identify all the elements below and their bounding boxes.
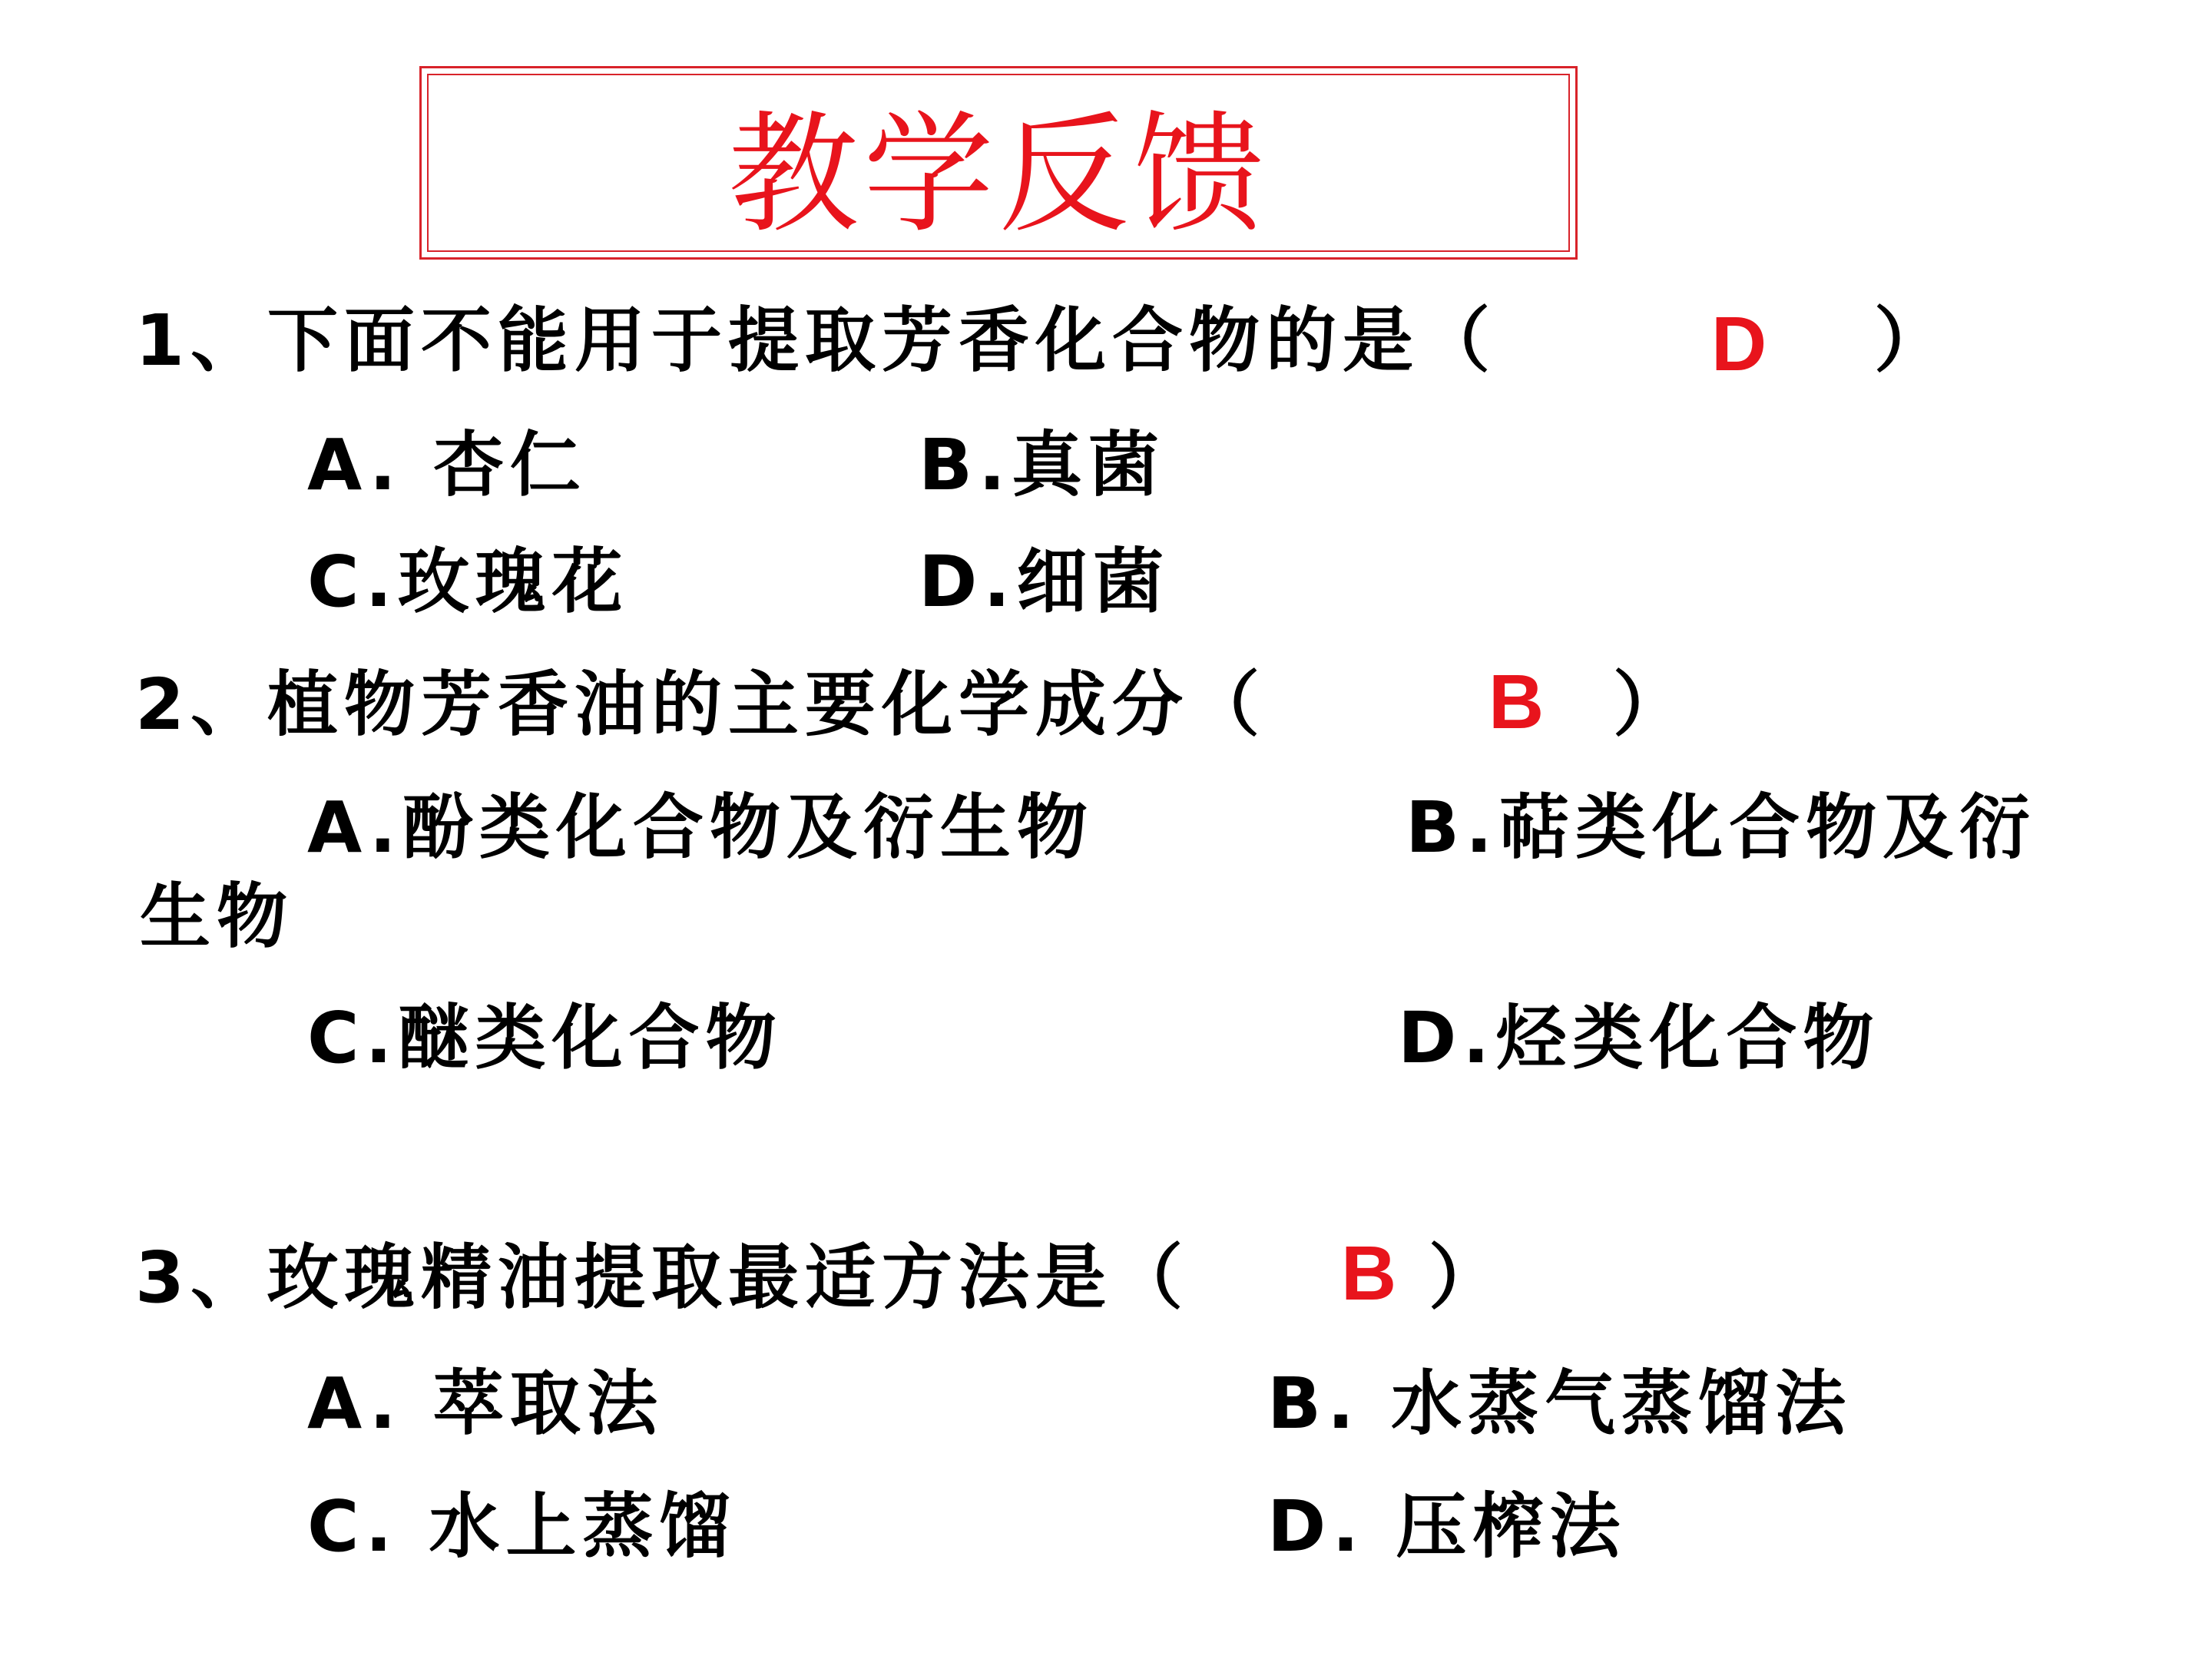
- question-1-close: ）: [1874, 300, 1952, 382]
- question-3-option-c: C. 水上蒸馏: [307, 1485, 737, 1568]
- question-1-option-a: A. 杏仁: [307, 424, 587, 506]
- question-2-close: ）: [1613, 664, 1690, 746]
- question-1-answer: D: [1711, 301, 1767, 387]
- question-2-option-b-continued: 生物: [140, 876, 294, 958]
- question-2-option-d: D.烃类化合物: [1398, 997, 1880, 1079]
- question-1-option-b: B.真菌: [919, 424, 1166, 506]
- question-2-option-b: B.萜类化合物及衍: [1406, 786, 2037, 869]
- question-3-option-a: A. 萃取法: [307, 1363, 664, 1445]
- page-title: 教学反馈: [727, 98, 1269, 251]
- question-3-option-d: D. 压榨法: [1267, 1485, 1627, 1568]
- question-3-stem: 3、玫瑰精油提取最适方法是（: [135, 1237, 1190, 1319]
- question-3-close: ）: [1429, 1237, 1506, 1319]
- question-2-answer: B: [1488, 659, 1545, 745]
- question-3-option-b: B. 水蒸气蒸馏法: [1267, 1363, 1853, 1445]
- question-1-stem: 1、下面不能用于提取芳香化合物的是（: [135, 300, 1497, 382]
- question-3-answer: B: [1341, 1230, 1397, 1316]
- question-1-option-d: D.细菌: [919, 541, 1171, 623]
- question-2-stem: 2、植物芳香油的主要化学成分（: [135, 664, 1267, 746]
- question-2-option-c: C.醚类化合物: [307, 997, 783, 1079]
- question-2-option-a: A.酚类化合物及衍生物: [307, 786, 1094, 869]
- question-1-option-c: C.玫瑰花: [307, 541, 629, 623]
